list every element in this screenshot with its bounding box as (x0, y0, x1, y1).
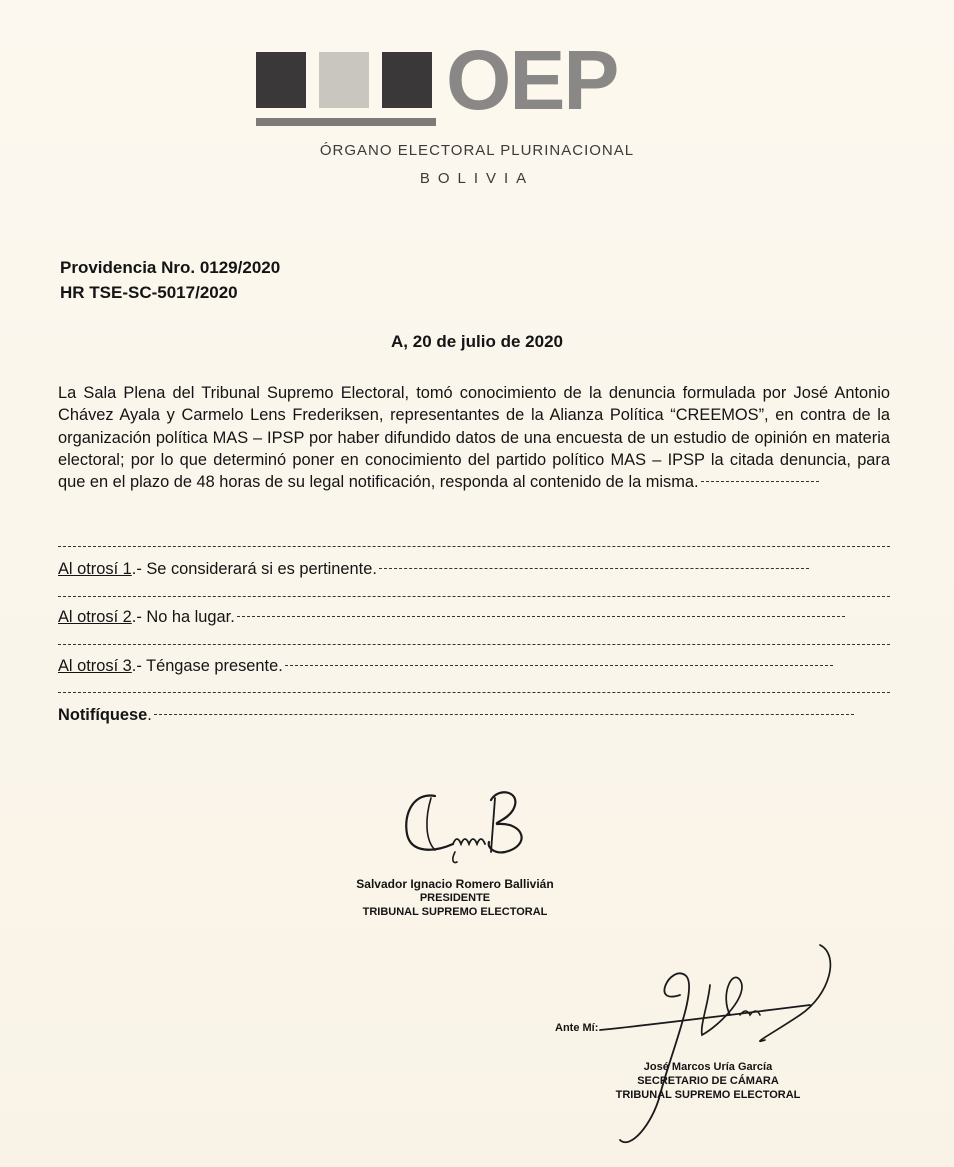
secretary-role: SECRETARIO DE CÁMARA (637, 1075, 779, 1087)
otrosi-3-label: Al otrosí 3 (58, 657, 132, 675)
dash-separator (58, 644, 890, 655)
otrosi-3-text: .- Téngase presente. (131, 657, 283, 675)
closing-line (58, 704, 890, 726)
otrosi-2 (58, 606, 890, 628)
logo-underbar (256, 118, 436, 126)
signatory-secretary (600, 1060, 816, 1102)
president-institution: TRIBUNAL SUPREMO ELECTORAL (362, 906, 548, 918)
main-paragraph-text: La Sala Plena del Tribunal Supremo Electoral, tomó conocimiento de la denuncia formulada por José Antonio Chávez Ayala y Carmelo Lens Frederiksen, representantes de la Alianza Política “CREEMOS”, en contra de la organización política MAS – IPSP por haber difundido datos de una encuesta de un estudio de opinión en materia electoral; por lo que determinó poner en conocimiento del partido político MAS – IPSP la citada denuncia, para que en el plazo de 48 horas de su legal notificación, responda al contenido de la misma. (58, 384, 890, 492)
logo-square-dark-1 (256, 52, 306, 108)
otrosi-2-label: Al otrosí 2 (58, 608, 132, 626)
closing-word: Notifíquese (58, 706, 148, 724)
main-paragraph (58, 382, 890, 493)
signature-secretary (590, 935, 850, 1160)
logo-letters: OEP (446, 33, 618, 127)
logo-square-light (319, 52, 369, 108)
otrosi-1 (58, 558, 890, 580)
otrosi-1-text: .- Se considerará si es pertinente. (131, 560, 377, 578)
dash-filler (237, 616, 845, 617)
closing-dot: . (147, 706, 152, 724)
dash-filler (701, 481, 819, 482)
dash-separator (58, 546, 890, 557)
dash-filler (154, 714, 854, 715)
otrosi-1-label: Al otrosí 1 (58, 560, 132, 578)
org-country: BOLIVIA (419, 170, 535, 187)
secretary-institution: TRIBUNAL SUPREMO ELECTORAL (615, 1089, 801, 1101)
org-name: ÓRGANO ELECTORAL PLURINACIONAL (319, 142, 635, 159)
dash-filler (285, 665, 833, 666)
ante-mi-label: Ante Mí: (555, 1022, 599, 1034)
otrosi-3 (58, 655, 890, 677)
dash-separator (58, 692, 890, 703)
signature-president (395, 782, 545, 872)
document-date: A, 20 de julio de 2020 (391, 332, 563, 351)
logo-square-dark-2 (382, 52, 432, 108)
president-name: Salvador Ignacio Romero Ballivián (356, 877, 554, 891)
oep-logo (256, 33, 656, 132)
president-role: PRESIDENTE (419, 892, 491, 904)
providencia-number: Providencia Nro. 0129/2020 (60, 258, 281, 277)
secretary-name: José Marcos Uría García (643, 1061, 773, 1073)
otrosi-2-text: .- No ha lugar. (131, 608, 235, 626)
hoja-de-ruta: HR TSE-SC-5017/2020 (60, 283, 238, 302)
signatory-president (0, 877, 910, 919)
dash-filler (379, 568, 809, 569)
